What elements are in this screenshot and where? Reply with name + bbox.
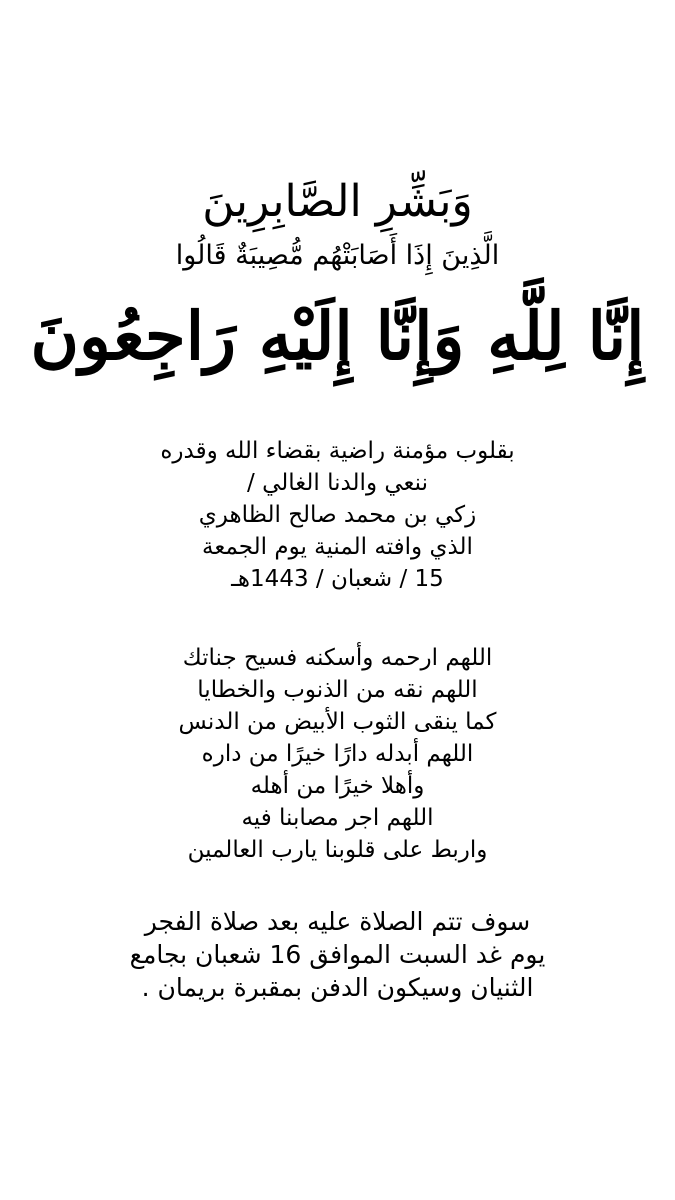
announcement-line: بقلوب مؤمنة راضية بقضاء الله وقدره [160,438,515,464]
quran-verse-line-1: وَبَشِّرِ الصَّابِرِينَ [202,176,473,227]
funeral-details [0,905,675,1004]
funeral-line: يوم غد السبت الموافق 16 شعبان بجامع [129,940,546,969]
prayer-line: اللهم ارحمه وأسكنه فسيح جناتك [182,645,493,671]
prayer-line: اللهم نقه من الذنوب والخطايا [197,677,478,703]
prayer-line: واربط على قلوبنا يارب العالمين [187,837,488,863]
prayer-supplication [0,642,675,866]
announcement-line: الذي وافته المنية يوم الجمعة [202,534,473,560]
death-date: 15 / شعبان / 1443هـ [231,566,444,592]
prayer-line: اللهم أبدله دارًا خيرًا من داره [201,741,474,767]
prayer-line: اللهم اجر مصابنا فيه [241,805,434,831]
funeral-line: سوف تتم الصلاة عليه بعد صلاة الفجر [144,907,531,936]
quran-verse-line-2: الَّذِينَ إِذَا أَصَابَتْهُم مُّصِيبَةٌ قَالُوا [175,240,500,271]
announcement-line: ننعي والدنا الغالي / [247,470,428,496]
death-announcement [0,435,675,595]
quran-verse-calligraphy: إِنَّا لِلَّهِ وَإِنَّا إِلَيْهِ رَاجِعُونَ [30,297,645,375]
prayer-line: وأهلا خيرًا من أهله [250,773,425,799]
deceased-name: زكي بن محمد صالح الظاهري [198,502,477,528]
funeral-line: الثنيان وسيكون الدفن بمقبرة بريمان . [141,973,534,1002]
prayer-line: كما ينقى الثوب الأبيض من الدنس [178,709,497,735]
